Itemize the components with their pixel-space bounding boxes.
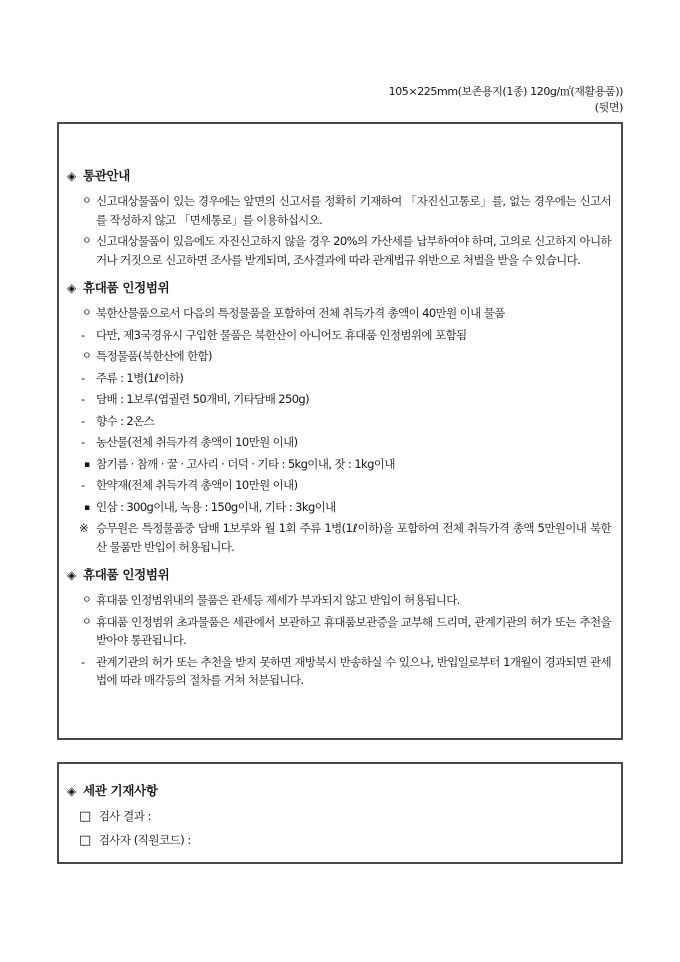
- diamond-icon: ◈: [67, 784, 76, 798]
- allowance2-item-text: 휴대품 인정범위 초과물품은 세관에서 보관하고 휴대품보관증을 교부해 드리며, 관계기관의 허가 또는 추천을 받아야 통관됩니다.: [96, 614, 611, 647]
- dash-bullet-icon: -: [81, 413, 85, 428]
- page-side-label: (뒷면): [594, 101, 623, 114]
- guide-item-text: 신고대상물품이 있음에도 자진신고하지 않을 경우 20%의 가산세를 납부하여야 하며, 고의로 신고하지 아니하거나 거짓으로 신고하면 조사를 받게되며, 조사결과에 따라 관계법규 위반으로 처벌을 받을 수 있습니다.: [96, 234, 611, 267]
- guide-item: [67, 192, 611, 229]
- allowance-item: [67, 326, 611, 345]
- circle-bullet-icon: ㅇ: [82, 236, 92, 247]
- dash-bullet-icon: -: [81, 327, 85, 342]
- inspector-row: [67, 832, 611, 849]
- allowance-item-text: 인삼 : 300g이내, 녹용 : 150g이내, 기타 : 3kg이내: [96, 499, 336, 514]
- allowance-item-text: 담배 : 1보루(엽궐련 50개비, 기타담배 250g): [96, 392, 309, 406]
- paper-spec-note: [389, 84, 623, 116]
- section-title: 통관안내: [82, 168, 131, 183]
- customs-box-title-row: [67, 781, 611, 801]
- allowance-item: [67, 390, 611, 409]
- dash-bullet-icon: -: [81, 392, 85, 406]
- dash-bullet-icon: -: [81, 478, 85, 492]
- allowance-item: [67, 369, 611, 388]
- paper-spec-text: 105×225mm(보존용지(1종) 120g/㎡(재활용품)): [388, 85, 623, 98]
- circle-bullet-icon: ㅇ: [82, 616, 92, 628]
- square-bullet-icon: ▪: [84, 502, 90, 513]
- square-bullet-icon: ▪: [84, 459, 90, 470]
- section-customs-guide: [67, 166, 611, 269]
- dash-bullet-icon: -: [81, 435, 85, 449]
- allowance2-item: [67, 613, 611, 650]
- inspector-label: 검사자 (직원코드) :: [98, 833, 191, 847]
- allowance-item-text: 참기름 · 참깨 · 꿀 · 고사리 · 더덕 · 기타 : 5kg이내, 잣 : 1kg이내: [96, 456, 395, 471]
- circle-bullet-icon: ㅇ: [82, 196, 92, 207]
- inspection-result-label: 검사 결과 :: [98, 809, 151, 823]
- guide-item-text: 신고대상물품이 있는 경우에는 앞면의 신고서를 정확히 기재하여 「자진신고통로」를, 없는 경우에는 신고서를 작성하지 않고 「면세통로」를 이용하십시오.: [96, 194, 611, 227]
- allowance2-item: [67, 653, 611, 690]
- guidance-box: [57, 122, 623, 740]
- allowance-item: [67, 304, 611, 323]
- allowance-item-text: 농산물(전체 취득가격 총액이 10만원 이내): [96, 435, 298, 449]
- circle-bullet-icon: ㅇ: [82, 308, 92, 319]
- section-carryon-allowance: [67, 278, 611, 556]
- section-title: 휴대품 인정범위: [82, 567, 170, 582]
- section-carryon-allowance-2: [67, 565, 611, 690]
- reference-mark-icon: ※: [79, 521, 89, 535]
- allowance-item: [67, 455, 611, 474]
- customs-box-title: 세관 기재사항: [82, 783, 158, 798]
- circle-bullet-icon: ㅇ: [82, 595, 92, 606]
- customs-entry-box: [57, 762, 623, 864]
- allowance-item: [67, 498, 611, 517]
- allowance-item-text: 다만, 제3국경유시 구입한 물품은 북한산이 아니어도 휴대품 인정범위에 포함됨: [96, 327, 467, 342]
- allowance2-item-text: 휴대품 인정범위내의 물품은 관세등 제세가 부과되지 않고 반입이 허용됩니다.: [96, 593, 460, 607]
- dash-bullet-icon: -: [81, 654, 85, 669]
- section-title-row: [67, 278, 611, 298]
- dash-bullet-icon: -: [81, 370, 85, 385]
- allowance-item: [67, 412, 611, 431]
- diamond-icon: ◈: [67, 568, 76, 582]
- allowance-item: [67, 433, 611, 452]
- allowance-item: [67, 347, 611, 366]
- inspection-result-row: [67, 808, 611, 825]
- allowance-item-text: 특정물품(북한산에 한함): [96, 349, 212, 363]
- allowance2-item-text: 관계기관의 허가 또는 추천을 받지 못하면 재방북시 반송하실 수 있으나, 반입일로부터 1개월이 경과되면 관세법에 따라 매각등의 절차를 거쳐 처분됩니다.: [96, 654, 611, 687]
- diamond-icon: ◈: [67, 281, 76, 295]
- allowance2-item: [67, 591, 611, 610]
- diamond-icon: ◈: [67, 169, 76, 183]
- allowance-item-text: 한약재(전체 취득가격 총액이 10만원 이내): [96, 478, 298, 492]
- guide-item: [67, 232, 611, 269]
- section-title-row: [67, 565, 611, 585]
- allowance-item-text: 북한산물품으로서 다음의 특정물품을 포함하여 전체 취득가격 총액이 40만원 이내 물품: [96, 306, 505, 320]
- checkbox-icon: □: [79, 809, 91, 824]
- allowance-item: [67, 476, 611, 495]
- circle-bullet-icon: ㅇ: [82, 351, 92, 362]
- allowance-item-text: 승무원은 특정물품중 담배 1보루와 월 1회 주류 1병(1ℓ이하)을 포함하여 전체 취득가격 총액 5만원이내 북한산 물품만 반입이 허용됩니다.: [96, 521, 611, 554]
- allowance-item-text: 주류 : 1병(1ℓ이하): [96, 370, 184, 385]
- allowance-item-text: 향수 : 2온스: [96, 413, 155, 428]
- allowance-item: [67, 519, 611, 556]
- checkbox-icon: □: [79, 833, 91, 848]
- section-title-row: [67, 166, 611, 186]
- section-title: 휴대품 인정범위: [82, 280, 170, 295]
